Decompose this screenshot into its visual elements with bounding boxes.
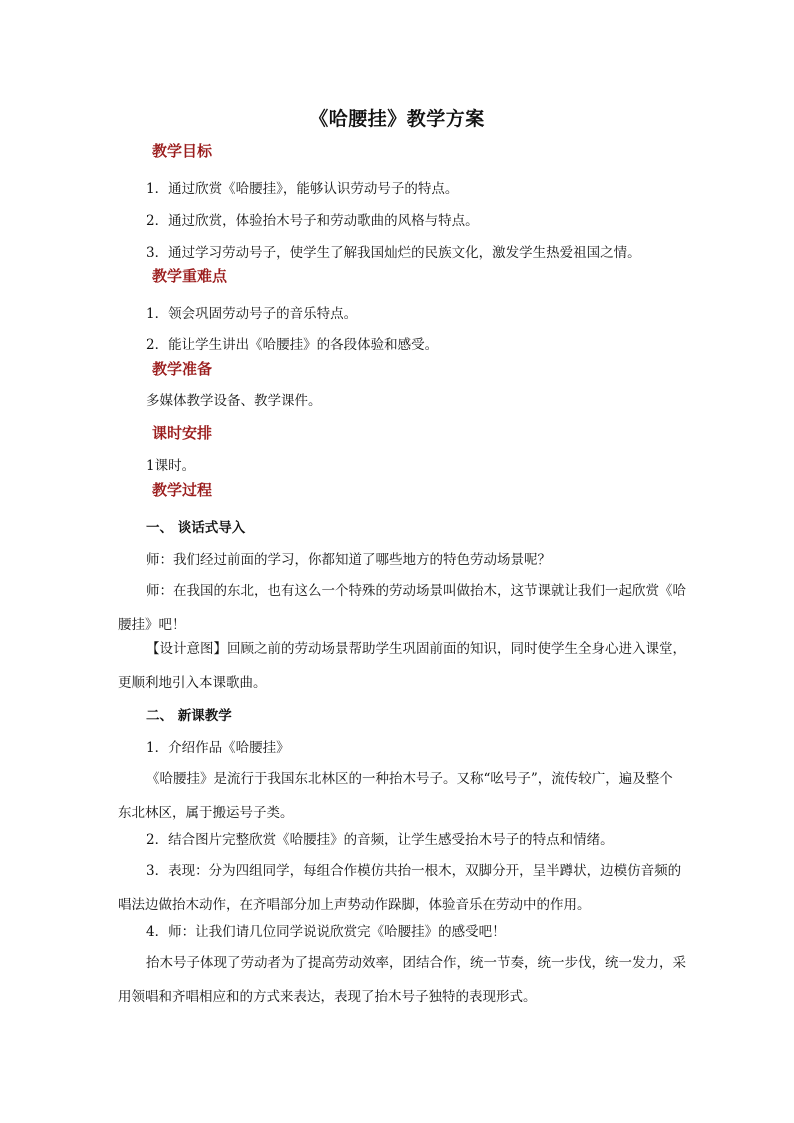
design-intent-paragraph: 【设计意图】回顾之前的劳动场景帮助学生巩固前面的知识，同时使学生全身心进入课堂，更顺利地引入本课歌曲。 xyxy=(118,641,686,691)
step-title: 1．介绍作品《哈腰挂》 xyxy=(146,740,290,756)
preparation-text: 多媒体教学设备、教学课件。 xyxy=(146,393,322,409)
difficulty-item: 1．领会巩固劳动号子的音乐特点。 xyxy=(146,306,358,322)
goal-item: 2．通过欣赏，体验抬木号子和劳动歌曲的风格与特点。 xyxy=(146,213,479,229)
paragraph: 3．表现：分为四组同学，每组合作模仿共抬一根木，双脚分开，呈半蹲状，边模仿音频的唱法边做抬木动作，在齐唱部分加上声势动作跺脚，体验音乐在劳动中的作用。 xyxy=(118,863,682,913)
section-heading-difficulty: 教学重难点 xyxy=(152,267,228,285)
step-title: 2．结合图片完整欣赏《哈腰挂》的音频，让学生感受抬木号子的特点和情绪。 xyxy=(146,832,614,848)
section-heading-goals: 教学目标 xyxy=(152,142,213,160)
goal-item: 3．通过学习劳动号子，使学生了解我国灿烂的民族文化，激发学生热爱祖国之情。 xyxy=(146,245,641,261)
page-title: 《哈腰挂》教学方案 xyxy=(309,108,485,130)
step-title: 4．师：让我们请几位同学说说欣赏完《哈腰挂》的感受吧！ xyxy=(146,924,506,940)
part-title-new-lesson: 二、 新课教学 xyxy=(146,708,232,724)
schedule-text: 1课时。 xyxy=(146,458,196,474)
paragraph: 师：在我国的东北，也有这么一个特殊的劳动场景叫做抬木，这节课就让我们一起欣赏《哈腰挂》吧！ xyxy=(118,583,686,633)
paragraph: 抬木号子体现了劳动者为了提高劳动效率，团结合作，统一节奏，统一步伐，统一发力，采用领唱和齐唱相应和的方式来表达，表现了抬木号子独特的表现形式。 xyxy=(118,955,686,1005)
paragraph: 师：我们经过前面的学习，你都知道了哪些地方的特色劳动场景呢？ xyxy=(146,552,551,568)
difficulty-item: 2．能让学生讲出《哈腰挂》的各段体验和感受。 xyxy=(146,337,439,353)
section-heading-process: 教学过程 xyxy=(152,481,213,499)
part-title-intro: 一、 谈话式导入 xyxy=(146,520,246,536)
section-heading-schedule: 课时安排 xyxy=(152,424,213,442)
section-heading-preparation: 教学准备 xyxy=(152,360,213,378)
paragraph: 《哈腰挂》是流行于我国东北林区的一种抬木号子。又称“吆号子”，流传较广，遍及整个东北林区，属于搬运号子类。 xyxy=(118,771,673,821)
goal-item: 1．通过欣赏《哈腰挂》，能够认识劳动号子的特点。 xyxy=(146,181,459,197)
